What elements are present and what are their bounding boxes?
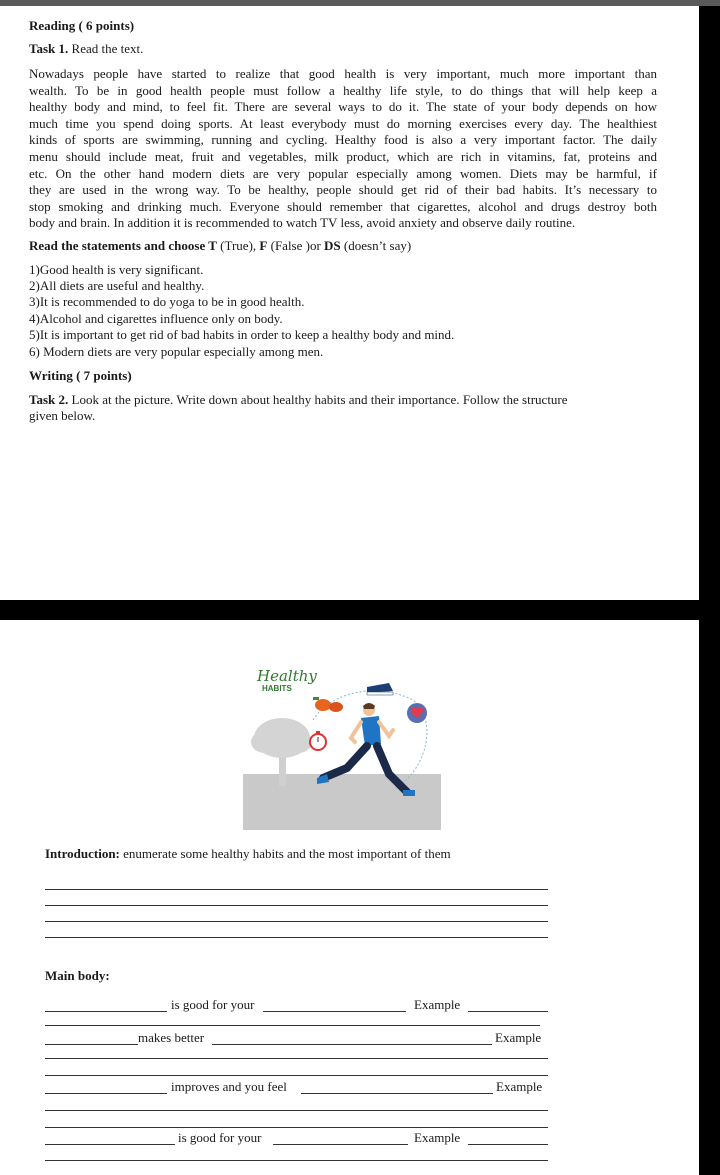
answer-line (45, 937, 548, 938)
row2-example: Example (495, 1030, 542, 1045)
answer-line (45, 1160, 548, 1161)
instruction-text: (False )or (267, 238, 325, 253)
task1-label: Task 1. (29, 41, 69, 56)
blank-line (45, 1011, 167, 1012)
task1-line (29, 41, 143, 58)
ground (243, 774, 441, 830)
blank-line (273, 1144, 408, 1145)
introduction-label: Introduction: (45, 846, 120, 861)
paragraph-line: menu should include meat, fruit and vegetables, milk product, which are rich in vitamins, fat, proteins and (29, 148, 657, 164)
instruction-text: Read the statements and choose (29, 238, 209, 253)
answer-line (45, 905, 548, 906)
statements-instruction (29, 238, 411, 255)
reading-paragraph (29, 66, 657, 232)
answer-line (45, 889, 548, 890)
paragraph-line: etc. On the other hand modern diets are very popular especially among women. Diets may be harmful, if (29, 165, 657, 181)
false-letter: F (259, 238, 268, 253)
row3-phrase: improves and you feel (171, 1079, 287, 1094)
row1-phrase: is good for your (171, 997, 255, 1012)
task2-text: Look at the picture. Write down about healthy habits and their importance. Follow the structure (68, 392, 568, 407)
sneaker-icon (367, 683, 393, 695)
statement-item: 2)All diets are useful and healthy. (29, 278, 205, 293)
blank-line (468, 1144, 548, 1145)
picture-title: Healthy (257, 667, 317, 685)
blank-line (263, 1011, 406, 1012)
task2-line (29, 392, 568, 409)
fruit-vegetables-icon (313, 697, 343, 712)
paragraph-line: stop smoking and drinking much. Everyone should remember that cigarettes, alcohol and drugs destroy both (29, 198, 657, 214)
answer-line (45, 1058, 548, 1059)
answer-line (45, 1110, 548, 1111)
reading-heading: Reading ( 6 points) (29, 18, 135, 33)
writing-heading: Writing ( 7 points) (29, 368, 132, 383)
answer-line (45, 921, 548, 922)
blank-line (468, 1011, 548, 1012)
paragraph-line: they are used in the wrong way. To be healthy, people should get rid of their bad habits. It’s necessary to (29, 182, 657, 198)
paragraph-line: kinds of sports are swimming, running and cycling. Healthy food is also a very important factor. The daily (29, 132, 657, 148)
paragraph-line: body and brain. In addition it is recommended to watch TV less, avoid anxiety and observe daily routine. (29, 215, 576, 231)
statement-item: 6) Modern diets are very popular especially among men. (29, 344, 324, 359)
introduction-text: enumerate some healthy habits and the most important of them (119, 846, 451, 861)
answer-line (45, 1075, 548, 1076)
introduction-line (45, 846, 451, 863)
task2-text-line2: given below. (29, 408, 96, 423)
statement-item: 1)Good health is very significant. (29, 262, 204, 277)
stopwatch-icon (310, 731, 326, 750)
blank-line (45, 1144, 175, 1145)
page-one (0, 6, 699, 600)
statement-item: 3)It is recommended to do yoga to be in good health. (29, 294, 305, 309)
main-body-label: Main body: (45, 968, 110, 983)
picture-subtitle: HABITS (262, 684, 292, 693)
healthy-habits-picture (243, 660, 441, 830)
task2-label: Task 2. (29, 392, 69, 407)
instruction-text: (doesn’t say) (340, 238, 412, 253)
answer-line (45, 1025, 540, 1026)
doesnt-say-letters: DS (324, 238, 341, 253)
instruction-text: (True), (216, 238, 260, 253)
blank-line (301, 1093, 493, 1094)
blank-line (45, 1093, 167, 1094)
blank-line (45, 1044, 138, 1045)
page-two (0, 620, 699, 1175)
row2-phrase: makes better (138, 1030, 205, 1045)
heart-icon (407, 703, 427, 723)
answer-line (45, 1127, 548, 1128)
row4-example: Example (414, 1130, 461, 1145)
task1-text: Read the text. (68, 41, 144, 56)
paragraph-line: healthy body and mind, to feel fit. There are several ways to do it. The state of your body depends on how (29, 99, 657, 115)
statement-item: 5)It is important to get rid of bad habits in order to keep a healthy body and mind. (29, 327, 455, 342)
row3-example: Example (496, 1079, 543, 1094)
paragraph-line: Nowadays people have started to realize that good health is very important, much more important than (29, 66, 657, 81)
paragraph-line: much time you spend doing sports. At least everybody must do morning exercises every day. The healthiest (29, 115, 657, 131)
statement-item: 4)Alcohol and cigarettes influence only on body. (29, 311, 283, 326)
blank-line (212, 1044, 492, 1045)
row4-phrase: is good for your (178, 1130, 262, 1145)
true-letter: T (208, 238, 217, 253)
row1-example: Example (414, 997, 461, 1012)
paragraph-line: wealth. To be in good health people must follow a healthy life style, to do things that will help keep a (29, 82, 657, 98)
